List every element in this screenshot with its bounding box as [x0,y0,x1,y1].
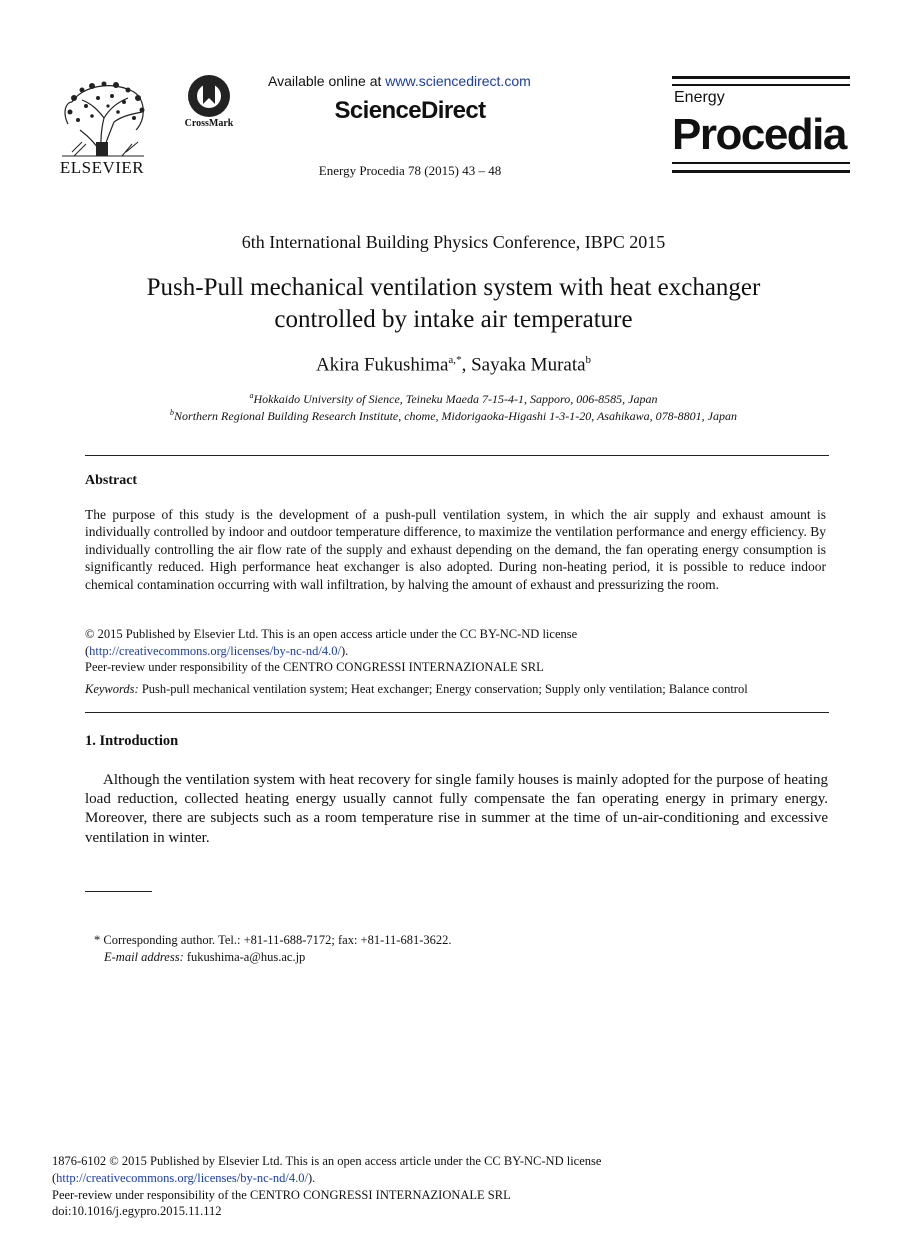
footer-issn-license: 1876-6102 © 2015 Published by Elsevier Ltd. This is an open access article under the CC BY-NC-ND license [52,1154,602,1168]
journal-logo-small: Energy [674,89,725,106]
abstract-text: The purpose of this study is the development of a push-pull ventilation system, in which the air supply and exhaust amount is individually controlled by indoor and outdoor temperature difference, to maximize the ventilation performance and energy efficiency. By individually controlling the air flow rate of the supply and exhaust depending on the demand, the fan operating energy consumption is significantly reduced. High performance heat exchanger is also adopted. During non-heating period, it is possible to reduce indoor chemical contamination occurring with wall infiltration, by halving the amount of exhaust and pressurizing the room. [85,507,826,592]
affiliation-b: $^b$Northern Regional Building Research Institute, chome, Midorigaoka-Higashi 1-3-1-20, Asahikawa, 078-8801, Japan [170,408,737,423]
abstract-heading: Abstract [85,473,138,488]
divider-top [85,455,829,456]
footer-license-url: (http://creativecommons.org/licenses/by-nc-nd/4.0/). [52,1171,316,1185]
footnote-rule [85,891,152,892]
conference-name: 6th International Building Physics Conference, IBPC 2015 [241,232,666,252]
license-link[interactable]: http://creativecommons.org/licenses/by-nc-nd/4.0/ [89,643,341,658]
journal-logo-rule-bottom-2 [672,170,850,173]
journal-logo-big: Procedia [672,110,846,159]
email-note: E-mail address: fukushima-a@hus.ac.jp [104,950,306,964]
paper-title: Push-Pull mechanical ventilation system with heat exchanger controlled by intake air temperature [146,274,761,333]
email-address[interactable]: fukushima-a@hus.ac.jp [183,950,306,964]
journal-reference: Energy Procedia 78 (2015) 43 – 48 [318,163,502,178]
author-list: Akira Fukushima$^{a,*}$, Sayaka Murata$^b$ [315,354,592,376]
crossmark-label: CrossMark [184,118,234,129]
journal-logo-rule-bottom [672,162,850,164]
peer-review-statement: Peer-review under responsibility of the CENTRO CONGRESSI INTERNAZIONALE SRL [85,660,544,674]
footer-license-link[interactable]: http://creativecommons.org/licenses/by-nc-nd/4.0/ [56,1171,308,1185]
sciencedirect-link[interactable]: www.sciencedirect.com [385,73,531,89]
footer-doi[interactable]: doi:10.1016/j.egypro.2015.11.112 [52,1204,222,1218]
sciencedirect-wordmark: ScienceDirect [334,97,486,124]
journal-logo-rule-top [672,76,850,79]
footer-peer-review: Peer-review under responsibility of the CENTRO CONGRESSI INTERNAZIONALE SRL [52,1188,511,1202]
introduction-text: Although the ventilation system with heat recovery for single family houses is mainly adopted for the purpose of heating load reduction, collected heating energy usually cannot fully compensate the fan operating energy in primary energy. Moreover, there are subjects such as a room temperature rise in summer at the time of un-air-conditioning and excessive ventilation in winter. [85,772,828,846]
available-online: Available online at www.sciencedirect.com [268,73,531,89]
keywords-label: Keywords: [85,682,139,696]
publisher-wordmark: ELSEVIER [59,158,145,177]
divider-bottom [85,712,829,713]
license-statement: © 2015 Published by Elsevier Ltd. This is an open access article under the CC BY-NC-ND license (http://creativecommons.org/licenses/by-nc-nd/4.0/). Peer-review under responsibility of the CENTRO CONGRESSI INTERNAZIONALE SRL [85,626,829,676]
section-heading-introduction: 1. Introduction [85,733,179,749]
keywords: Keywords: Push-pull mechanical ventilation system; Heat exchanger; Energy conservation; Supply only ventilation; Balance control [85,682,748,696]
affiliation-a: $^a$Hokkaido University of Sience, Teineku Maeda 7-15-4-1, Sapporo, 006-8585, Japan [249,391,658,406]
journal-logo-rule-top-2 [672,84,850,86]
corresponding-author-note: * Corresponding author. Tel.: +81-11-688-7172; fax: +81-11-681-3622. [94,933,452,947]
